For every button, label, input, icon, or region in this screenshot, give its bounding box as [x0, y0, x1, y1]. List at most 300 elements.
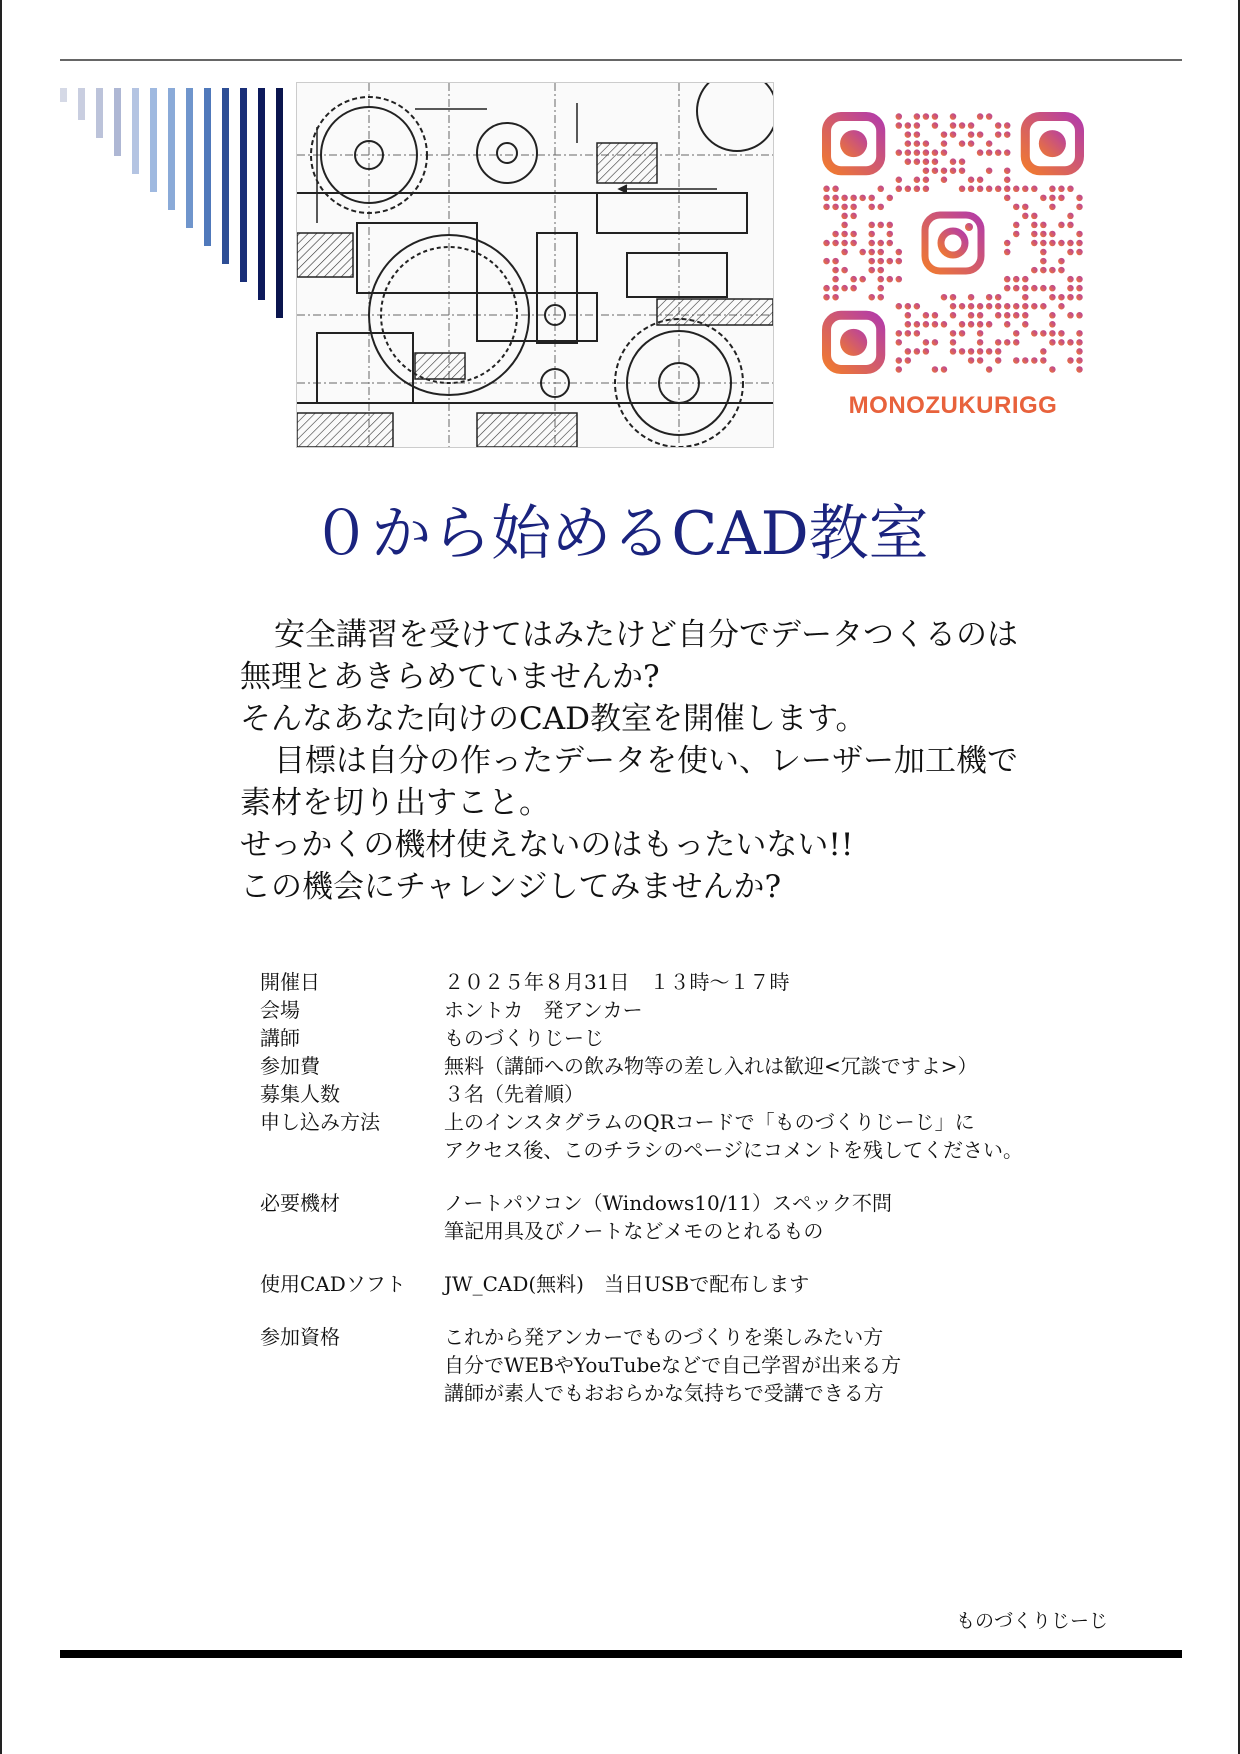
- detail-row-apply-cont: [260, 1136, 1160, 1164]
- qr-dot: [1076, 276, 1083, 283]
- qr-dot: [841, 249, 848, 256]
- qr-dot: [1040, 222, 1047, 229]
- qr-dot: [1004, 131, 1011, 138]
- qr-dot: [868, 231, 875, 238]
- qr-dot: [914, 186, 921, 193]
- qr-dot: [995, 149, 1002, 156]
- intro-line: 無理とあきらめていませんか?: [240, 659, 660, 695]
- qr-dot: [1022, 312, 1029, 319]
- qr-dot: [941, 131, 948, 138]
- qr-dot: [950, 167, 957, 174]
- qr-dot: [1022, 303, 1029, 310]
- qr-dot: [932, 321, 939, 328]
- qr-dot: [877, 204, 884, 211]
- qr-dot: [1022, 186, 1029, 193]
- qr-dot: [950, 348, 957, 355]
- qr-dot: [887, 231, 894, 238]
- detail-row-eligibility-cont: [260, 1351, 1160, 1379]
- qr-dot: [832, 294, 839, 301]
- qr-dot: [1013, 285, 1020, 292]
- qr-dot: [1049, 186, 1056, 193]
- page-border-left: [0, 0, 2, 1754]
- qr-dot: [896, 113, 903, 120]
- qr-dot: [1040, 303, 1047, 310]
- qr-dot: [1058, 303, 1065, 310]
- intro-text: [240, 614, 1180, 908]
- qr-dot: [923, 339, 930, 346]
- qr-dot: [896, 249, 903, 256]
- qr-dot: [986, 186, 993, 193]
- qr-dot: [1040, 330, 1047, 337]
- qr-dot: [823, 294, 830, 301]
- qr-dot: [877, 267, 884, 274]
- qr-dot: [1067, 186, 1074, 193]
- qr-dot: [959, 303, 966, 310]
- qr-dot: [1058, 258, 1065, 265]
- qr-dot: [968, 321, 975, 328]
- qr-finder-dot: [1039, 130, 1066, 157]
- qr-handle-label: MONOZUKURIGG: [848, 392, 1058, 419]
- qr-dot: [941, 321, 948, 328]
- qr-dot: [995, 131, 1002, 138]
- qr-dot: [968, 294, 975, 301]
- detail-row-fee: [260, 1052, 1160, 1080]
- qr-dot: [1022, 321, 1029, 328]
- qr-dot: [877, 240, 884, 247]
- qr-dot: [1004, 312, 1011, 319]
- page-title: ０から始めるCAD教室: [311, 499, 929, 569]
- qr-dot: [986, 321, 993, 328]
- qr-dot: [1067, 222, 1074, 229]
- qr-dot: [1004, 276, 1011, 283]
- qr-dot: [887, 240, 894, 247]
- qr-dot: [1040, 348, 1047, 355]
- qr-dot: [1013, 231, 1020, 238]
- qr-dot: [1022, 204, 1029, 211]
- qr-dot: [932, 158, 939, 165]
- qr-dot: [1049, 204, 1056, 211]
- qr-dot: [850, 204, 857, 211]
- qr-dot: [1013, 357, 1020, 364]
- qr-dot: [868, 240, 875, 247]
- qr-dot: [1076, 330, 1083, 337]
- qr-dot: [887, 276, 894, 283]
- qr-dot: [1058, 330, 1065, 337]
- qr-dot: [1031, 240, 1038, 247]
- qr-dot: [896, 177, 903, 184]
- qr-dot: [932, 122, 939, 129]
- qr-dot: [1013, 276, 1020, 283]
- qr-dot: [950, 113, 957, 120]
- qr-dot: [896, 339, 903, 346]
- qr-dot: [896, 366, 903, 373]
- qr-dot: [1058, 267, 1065, 274]
- qr-dot: [823, 195, 830, 202]
- qr-dot: [877, 276, 884, 283]
- qr-dot: [1076, 195, 1083, 202]
- stripe: [258, 88, 265, 300]
- qr-dot: [1004, 240, 1011, 247]
- cad-drawing-image: [296, 82, 774, 448]
- qr-dot: [923, 177, 930, 184]
- detail-row-eligibility: [260, 1323, 1160, 1351]
- qr-dot: [832, 267, 839, 274]
- qr-dot: [932, 149, 939, 156]
- detail-label: 開催日: [260, 970, 320, 994]
- qr-dot: [1076, 339, 1083, 346]
- qr-dot: [968, 122, 975, 129]
- detail-row-software: [260, 1270, 1160, 1298]
- detail-label: 参加資格: [260, 1325, 340, 1349]
- qr-dot: [1004, 186, 1011, 193]
- qr-dot: [923, 348, 930, 355]
- qr-dot: [841, 195, 848, 202]
- qr-dot: [1058, 294, 1065, 301]
- qr-dot: [868, 195, 875, 202]
- qr-dot: [841, 222, 848, 229]
- qr-dot: [1076, 240, 1083, 247]
- qr-dot: [905, 131, 912, 138]
- qr-dot: [841, 231, 848, 238]
- qr-dot: [1049, 285, 1056, 292]
- qr-dot: [977, 177, 984, 184]
- qr-dot: [995, 312, 1002, 319]
- qr-dot: [932, 339, 939, 346]
- qr-dot: [1076, 231, 1083, 238]
- qr-dot: [1004, 321, 1011, 328]
- detail-row-date: [260, 968, 1160, 996]
- qr-dot: [841, 267, 848, 274]
- qr-dot: [1067, 240, 1074, 247]
- detail-row-equipment-cont: [260, 1217, 1160, 1245]
- qr-dot: [923, 312, 930, 319]
- stripe: [96, 88, 103, 138]
- detail-label: 募集人数: [260, 1082, 340, 1106]
- qr-dot: [1004, 167, 1011, 174]
- qr-dot: [905, 186, 912, 193]
- qr-dot: [868, 267, 875, 274]
- qr-dot: [977, 339, 984, 346]
- qr-dot: [832, 204, 839, 211]
- qr-dot: [1058, 339, 1065, 346]
- qr-dot: [877, 186, 884, 193]
- qr-dot: [950, 303, 957, 310]
- qr-dot: [905, 357, 912, 364]
- qr-dot: [1031, 267, 1038, 274]
- qr-dot: [995, 357, 1002, 364]
- qr-dot: [877, 222, 884, 229]
- qr-dot: [823, 186, 830, 193]
- qr-dot: [941, 140, 948, 147]
- qr-dot: [1067, 285, 1074, 292]
- qr-dot: [896, 276, 903, 283]
- intro-line: そんなあなた向けのCAD教室を開催します。: [240, 701, 867, 737]
- qr-dot: [1049, 195, 1056, 202]
- qr-dot: [1013, 330, 1020, 337]
- detail-value: ２０２５年８月31日 １３時～１７時: [444, 970, 790, 994]
- stripe: [168, 88, 175, 210]
- qr-dot: [968, 140, 975, 147]
- qr-dot: [905, 122, 912, 129]
- qr-dot: [896, 330, 903, 337]
- qr-dot: [1040, 285, 1047, 292]
- qr-dot: [1076, 285, 1083, 292]
- qr-dot: [968, 186, 975, 193]
- qr-dot: [914, 177, 921, 184]
- qr-dot: [1049, 339, 1056, 346]
- qr-dot: [832, 285, 839, 292]
- detail-row-venue: [260, 996, 1160, 1024]
- detail-label: 使用CADソフト: [260, 1272, 406, 1296]
- qr-dot: [1004, 285, 1011, 292]
- qr-dot: [923, 149, 930, 156]
- detail-value: JW_CAD(無料) 当日USBで配布します: [444, 1272, 810, 1296]
- qr-dot: [877, 249, 884, 256]
- qr-dot: [905, 312, 912, 319]
- qr-finder-dot: [840, 130, 867, 157]
- intro-line: せっかくの機材使えないのはもったいない!!: [240, 827, 854, 863]
- qr-dot: [1067, 213, 1074, 220]
- qr-dot: [977, 357, 984, 364]
- qr-dot: [905, 321, 912, 328]
- qr-dot: [841, 213, 848, 220]
- detail-value: アクセス後、このチラシのページにコメントを残してください。: [444, 1138, 1023, 1162]
- qr-dot: [959, 158, 966, 165]
- qr-dot: [986, 149, 993, 156]
- qr-dot: [896, 122, 903, 129]
- qr-dot: [887, 195, 894, 202]
- qr-dot: [959, 321, 966, 328]
- intro-line: 目標は自分の作ったデータを使い、レーザー加工機で: [274, 743, 1018, 779]
- qr-dot: [986, 303, 993, 310]
- qr-dot: [932, 366, 939, 373]
- detail-value: ホントカ 発アンカー: [444, 998, 643, 1022]
- qr-dot: [859, 249, 866, 256]
- qr-dot: [859, 276, 866, 283]
- qr-dot: [1040, 240, 1047, 247]
- qr-dot: [968, 177, 975, 184]
- stripe: [132, 88, 139, 174]
- qr-dot: [950, 131, 957, 138]
- instagram-qr-code[interactable]: [822, 112, 1084, 374]
- qr-dot: [995, 339, 1002, 346]
- detail-value: これから発アンカーでものづくりを楽しみたい方: [444, 1325, 884, 1349]
- qr-dot: [959, 122, 966, 129]
- qr-dot: [896, 149, 903, 156]
- qr-dot: [905, 149, 912, 156]
- qr-dot: [923, 321, 930, 328]
- qr-dot: [923, 167, 930, 174]
- qr-dot: [923, 113, 930, 120]
- qr-dot: [841, 240, 848, 247]
- detail-value: 講師が素人でもおおらかな気持ちで受講できる方: [444, 1381, 884, 1405]
- qr-dot: [1040, 195, 1047, 202]
- qr-dot: [1031, 357, 1038, 364]
- qr-dot: [877, 258, 884, 265]
- qr-dot: [868, 204, 875, 211]
- qr-dot: [950, 122, 957, 129]
- qr-dot: [1031, 222, 1038, 229]
- qr-dot: [1031, 303, 1038, 310]
- qr-dot: [1058, 240, 1065, 247]
- detail-row-capacity: [260, 1080, 1160, 1108]
- qr-dot: [1049, 267, 1056, 274]
- qr-dot: [968, 312, 975, 319]
- qr-dot: [850, 276, 857, 283]
- detail-value: 自分でWEBやYouTubeなどで自己学習が出来る方: [444, 1353, 902, 1377]
- qr-dot: [1031, 330, 1038, 337]
- decorative-stripes: [60, 88, 300, 328]
- qr-dot: [823, 204, 830, 211]
- qr-dot: [959, 167, 966, 174]
- qr-dot: [832, 240, 839, 247]
- qr-dot: [832, 186, 839, 193]
- detail-value: ものづくりじーじ: [444, 1026, 604, 1050]
- qr-dot: [995, 122, 1002, 129]
- qr-dot: [1049, 240, 1056, 247]
- qr-dot: [977, 113, 984, 120]
- qr-dot: [868, 222, 875, 229]
- qr-dot: [850, 195, 857, 202]
- qr-dot: [1022, 357, 1029, 364]
- intro-line: この機会にチャレンジしてみませんか?: [240, 869, 782, 905]
- qr-dot: [1067, 294, 1074, 301]
- detail-value: 上のインスタグラムのQRコードで「ものづくりじーじ」に: [444, 1110, 975, 1134]
- stripe: [78, 88, 85, 120]
- qr-dot: [850, 231, 857, 238]
- qr-dot: [1004, 339, 1011, 346]
- qr-dot: [1049, 330, 1056, 337]
- qr-dot: [1013, 204, 1020, 211]
- qr-dot: [877, 285, 884, 292]
- qr-dot: [850, 240, 857, 247]
- qr-dot: [950, 158, 957, 165]
- qr-dot: [986, 113, 993, 120]
- qr-dot: [914, 131, 921, 138]
- qr-dot: [1022, 276, 1029, 283]
- qr-dot: [1058, 195, 1065, 202]
- qr-dot: [896, 258, 903, 265]
- qr-dot: [905, 348, 912, 355]
- detail-value: 無料（講師への飲み物等の差し入れは歓迎<冗談ですよ>）: [444, 1054, 978, 1078]
- qr-dot: [1049, 294, 1056, 301]
- detail-label: 申し込み方法: [260, 1110, 380, 1134]
- qr-dot: [1040, 231, 1047, 238]
- qr-dot: [1013, 339, 1020, 346]
- detail-value: 筆記用具及びノートなどメモのとれるもの: [444, 1219, 824, 1243]
- qr-dot: [923, 186, 930, 193]
- qr-dot: [959, 348, 966, 355]
- qr-dot: [1076, 312, 1083, 319]
- qr-dot: [995, 294, 1002, 301]
- qr-dot: [977, 321, 984, 328]
- qr-dot: [914, 140, 921, 147]
- bottom-rule: [60, 1650, 1182, 1658]
- qr-dot: [914, 303, 921, 310]
- qr-dot: [914, 330, 921, 337]
- qr-dot: [832, 276, 839, 283]
- qr-dot: [887, 222, 894, 229]
- qr-dot: [1013, 312, 1020, 319]
- detail-value: ３名（先着順）: [444, 1082, 584, 1106]
- detail-label: 講師: [260, 1026, 300, 1050]
- qr-dot: [986, 366, 993, 373]
- qr-dot: [977, 312, 984, 319]
- qr-dot: [887, 258, 894, 265]
- qr-dot: [1076, 249, 1083, 256]
- qr-dot: [941, 294, 948, 301]
- qr-dot: [1049, 231, 1056, 238]
- qr-dot: [932, 113, 939, 120]
- qr-dot: [1022, 213, 1029, 220]
- qr-dot: [1067, 249, 1074, 256]
- qr-dot: [896, 357, 903, 364]
- qr-dot: [1004, 177, 1011, 184]
- qr-dot: [950, 330, 957, 337]
- qr-dot: [1004, 149, 1011, 156]
- qr-dot: [941, 366, 948, 373]
- intro-line: 素材を切り出すこと。: [240, 785, 550, 821]
- qr-dot: [932, 167, 939, 174]
- qr-dot: [905, 140, 912, 147]
- qr-dot: [977, 149, 984, 156]
- qr-dot: [959, 186, 966, 193]
- qr-dot: [832, 258, 839, 265]
- qr-dot: [905, 158, 912, 165]
- qr-dot: [1076, 294, 1083, 301]
- qr-dot: [1049, 312, 1056, 319]
- qr-dot: [850, 285, 857, 292]
- qr-dot: [1013, 303, 1020, 310]
- qr-dot: [977, 348, 984, 355]
- qr-dot: [1058, 222, 1065, 229]
- qr-dot: [914, 122, 921, 129]
- qr-dot: [995, 348, 1002, 355]
- detail-row-eligibility-cont: [260, 1379, 1160, 1407]
- qr-dot: [986, 167, 993, 174]
- qr-dot: [1031, 285, 1038, 292]
- qr-dot: [914, 321, 921, 328]
- stripe: [222, 88, 229, 264]
- qr-dot: [986, 294, 993, 301]
- qr-dot: [950, 339, 957, 346]
- qr-dot: [905, 303, 912, 310]
- top-rule: [60, 59, 1182, 61]
- qr-dot: [968, 303, 975, 310]
- qr-dot: [823, 285, 830, 292]
- qr-dot: [905, 330, 912, 337]
- qr-dot: [841, 204, 848, 211]
- qr-dot: [850, 213, 857, 220]
- detail-label: 会場: [260, 998, 300, 1022]
- qr-dot: [914, 158, 921, 165]
- stripe: [240, 88, 247, 282]
- stripe: [204, 88, 211, 246]
- qr-dot: [1022, 285, 1029, 292]
- qr-dot: [977, 303, 984, 310]
- qr-dot: [1004, 122, 1011, 129]
- qr-dot: [1067, 312, 1074, 319]
- qr-dot: [977, 131, 984, 138]
- footer-signature: ものづくりじーじ: [956, 1610, 1109, 1632]
- stripe: [186, 88, 193, 228]
- detail-row-apply: [260, 1108, 1160, 1136]
- qr-dot: [1031, 231, 1038, 238]
- qr-dot: [950, 294, 957, 301]
- detail-label: 参加費: [260, 1054, 320, 1078]
- qr-dot: [1049, 366, 1056, 373]
- qr-dot: [968, 348, 975, 355]
